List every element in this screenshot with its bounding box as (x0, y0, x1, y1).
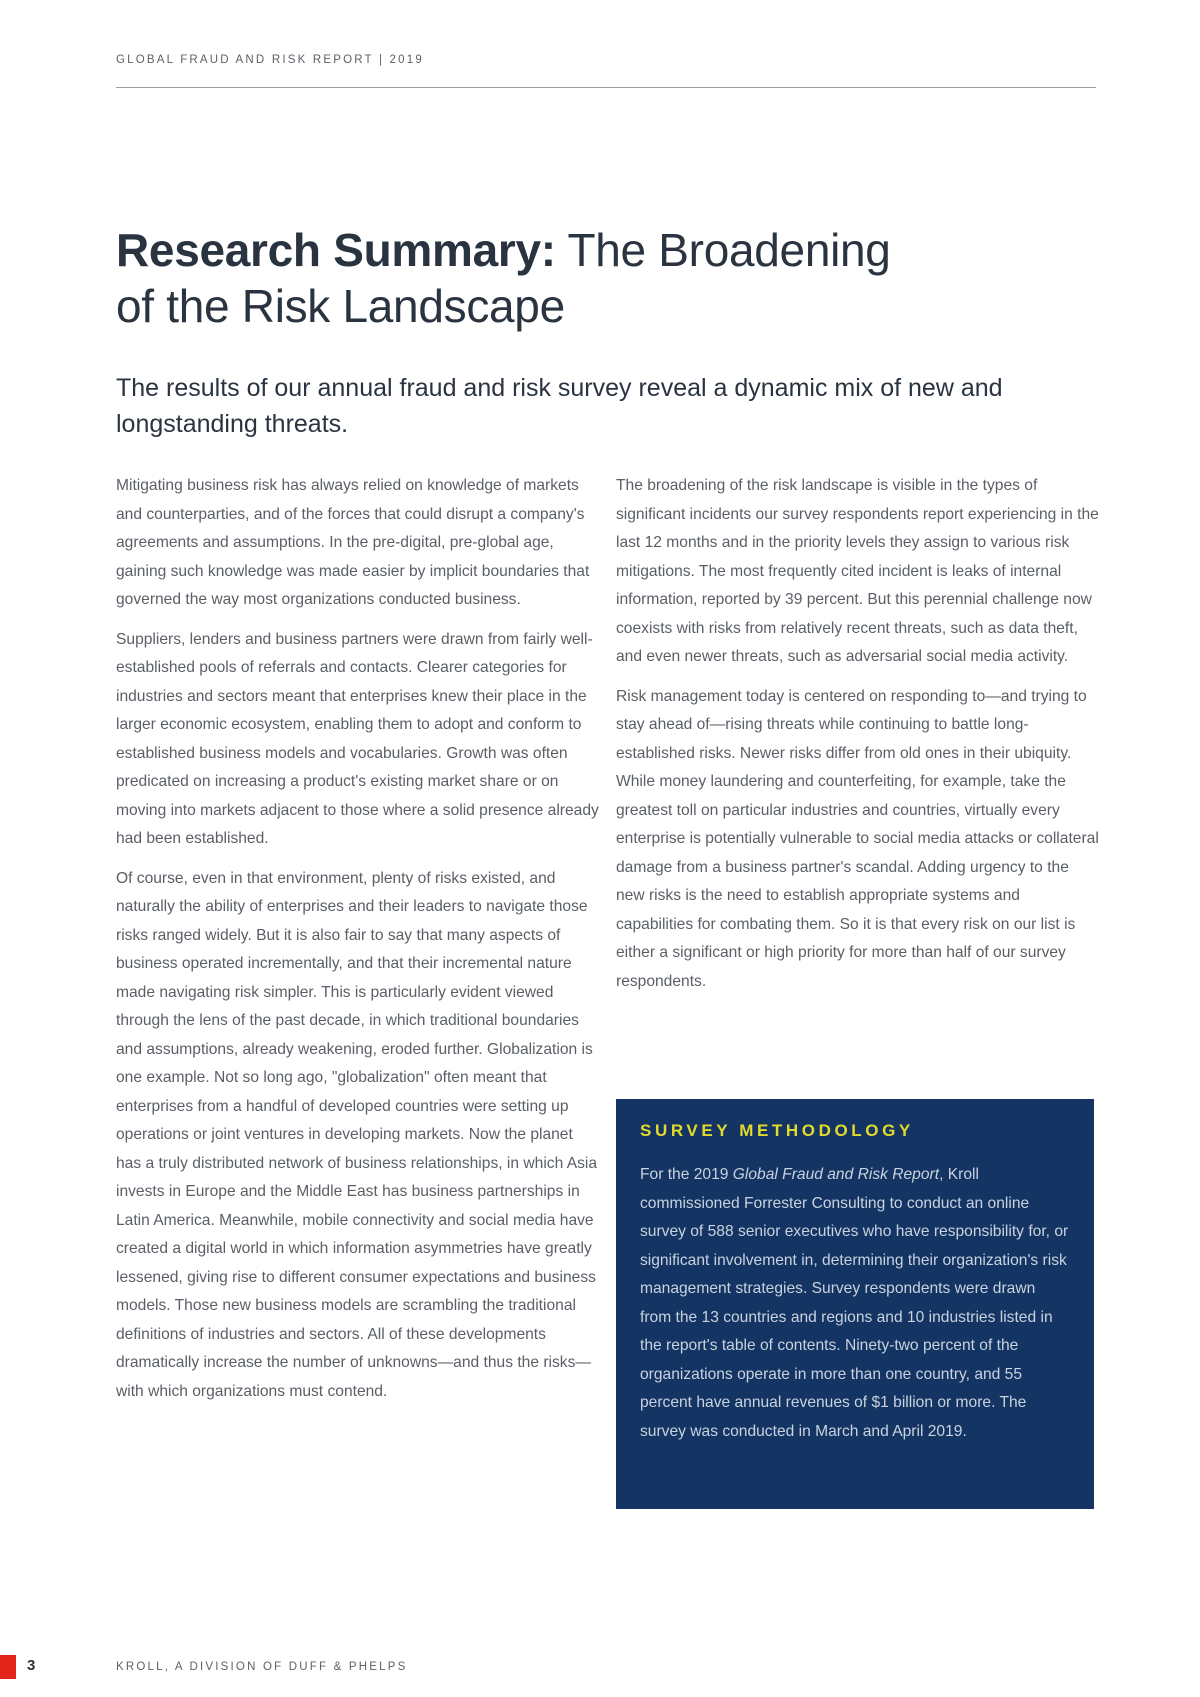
right-paragraph-2: Risk management today is centered on responding to—and trying to stay ahead of—rising threats while continuing to battle long-established risks. Newer risks differ from old ones in their ubiquity. While money laundering and counterfeiting, for example, take the greatest toll on particular industries and countries, virtually every enterprise is potentially vulnerable to social media attacks or collateral damage from a business partner's scandal. Adding urgency to the new risks is the need to establish appropriate systems and capabilities for combating them. So it is that every risk on our list is either a significant or high priority for more than half of our survey respondents. (616, 687, 1099, 990)
left-paragraph-2: Suppliers, lenders and business partners were drawn from fairly well-established pools of referrals and contacts. Clearer categories for industries and sectors meant that enterprises knew their place in the larger economic ecosystem, enabling them to adopt and conform to established business models and vocabularies. Growth was often predicated on increasing a product's existing market share or on moving into markets adjacent to those where a solid presence already had been established. (116, 630, 599, 847)
page-number: 3 (27, 1657, 36, 1674)
page-subtitle: The results of our annual fraud and risk survey reveal a dynamic mix of new and longstanding threats. (116, 374, 1003, 438)
page-title-bold: Research Summary: (116, 224, 556, 276)
page-title-regular-line2: of the Risk Landscape (116, 280, 565, 332)
page-title-regular-line1: The Broadening (555, 224, 891, 276)
page-title (116, 222, 1016, 334)
right-column (616, 472, 1100, 1007)
survey-methodology-text (640, 1161, 1070, 1446)
left-paragraph-3: Of course, even in that environment, plenty of risks existed, and naturally the ability of enterprises and their leaders to navigate those risks ranged widely. But it is also fair to say that many aspects of business operated incrementally, and that their incremental nature made navigating risk simpler. This is particularly evident viewed through the lens of the past decade, in which traditional boundaries and assumptions, already weakening, eroded further. Globalization is one example. Not so long ago, "globalization" often meant that enterprises from a handful of developed countries were setting up operations or joint ventures in developing markets. Now the planet has a truly distributed network of business relationships, in which Asia invests in Europe and the Middle East has business partnerships in Latin America. Meanwhile, mobile connectivity and social media have created a digital world in which information asymmetries have greatly lessened, giving rise to different consumer expectations and business models. Those new business models are scrambling the traditional definitions of industries and sectors. All of these developments dramatically increase the number of unknowns—and thus the risks—with which organizations must contend. (116, 869, 598, 1400)
header-divider (116, 87, 1096, 88)
footer-publisher: KROLL, A DIVISION OF DUFF & PHELPS (116, 1661, 408, 1673)
left-column (116, 472, 600, 1417)
survey-methodology-box (616, 1099, 1094, 1509)
methodology-report-title: Global Fraud and Risk Report (732, 1166, 940, 1183)
methodology-text-before: For the 2019 (640, 1166, 733, 1183)
page-marker-tab (0, 1655, 16, 1679)
methodology-text-after: , Kroll commissioned Forrester Consulting to conduct an online survey of 588 senior executives who have responsibility for, or significant involvement in, determining their organization's risk management strategies. Survey respondents were drawn from the 13 countries and regions and 10 industries listed in the report's table of contents. Ninety-two percent of the organizations operate in more than one country, and 55 percent have annual revenues of $1 billion or more. The survey was conducted in March and April 2019. (640, 1166, 1069, 1440)
left-paragraph-1: Mitigating business risk has always relied on knowledge of markets and counterparties, and of the forces that could disrupt a company's agreements and assumptions. In the pre-digital, pre-global age, gaining such knowledge was made easier by implicit boundaries that governed the way most organizations conducted business. (116, 477, 590, 608)
running-header: GLOBAL FRAUD AND RISK REPORT | 2019 (116, 54, 424, 66)
survey-methodology-heading: SURVEY METHODOLOGY (640, 1121, 914, 1140)
right-paragraph-1: The broadening of the risk landscape is visible in the types of significant incidents our survey respondents report experiencing in the last 12 months and in the priority levels they assign to various risk mitigations. The most frequently cited incident is leaks of internal information, reported by 39 percent. But this perennial challenge now coexists with risks from relatively recent threats, such as data theft, and even newer threats, such as adversarial social media activity. (616, 477, 1099, 665)
